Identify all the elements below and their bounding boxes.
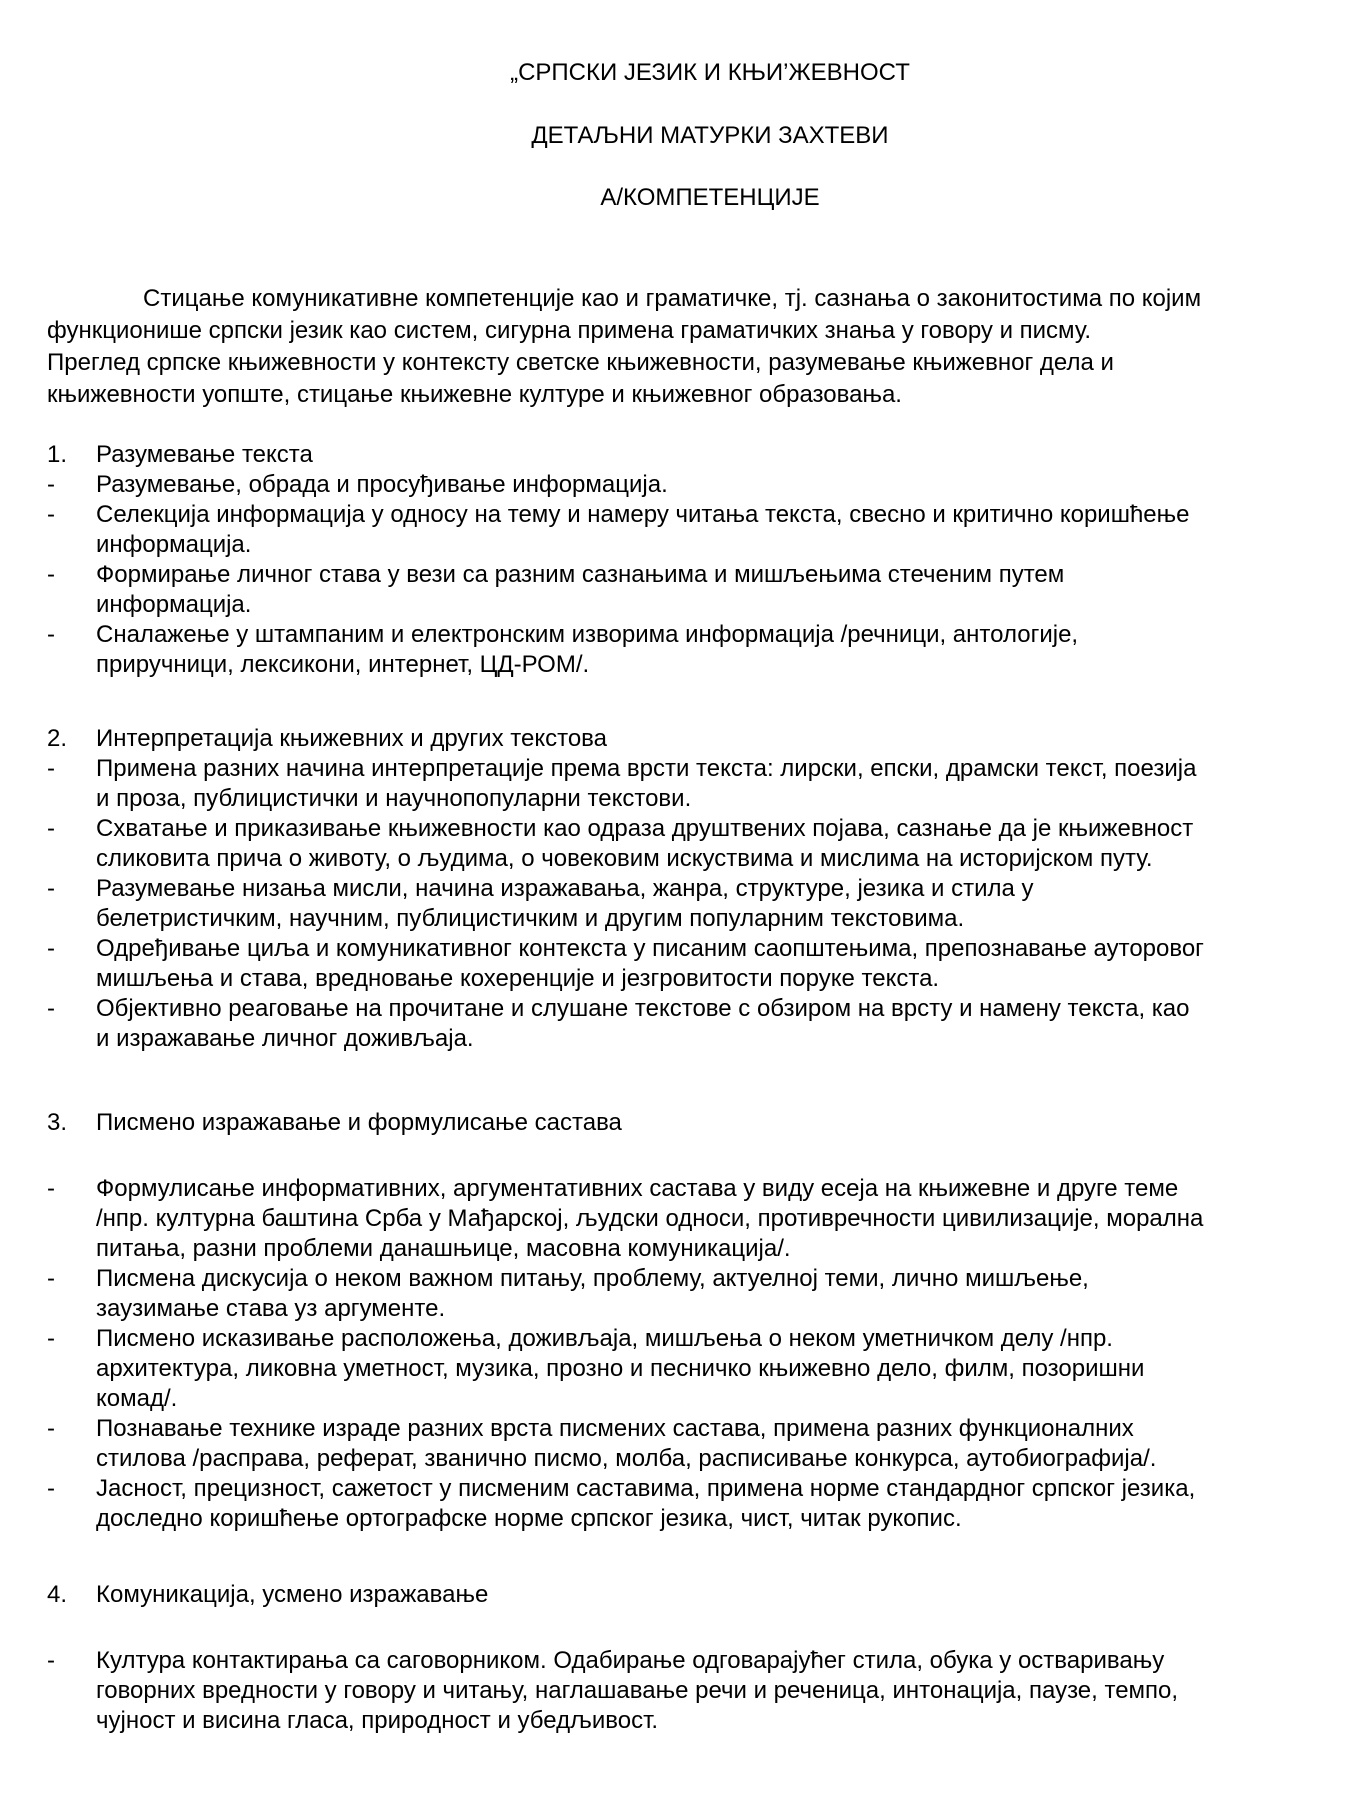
section-2-title (47, 724, 607, 754)
bullet-dash: - (47, 1265, 55, 1292)
list-item (47, 500, 1190, 560)
list-item (47, 814, 1193, 874)
section-number: 2. (47, 725, 68, 752)
bullet-dash: - (47, 561, 55, 588)
document-title: „СРПСКИ ЈЕЗИК И КЊИ’ЖЕВНОСТ (510, 59, 910, 86)
list-item-line: Култура контактирања са саговорником. Одабирање одговарајућег стила, обука у остваривању (96, 1647, 1165, 1674)
list-item-line: информација. (96, 531, 252, 558)
bullet-dash: - (47, 995, 55, 1022)
bullet-dash: - (47, 935, 55, 962)
list-item-line: и изражавање личног доживљаја. (96, 1025, 474, 1052)
section-number: 4. (47, 1581, 68, 1608)
intro-line: функционише српски језик као систем, сигурна примена граматичких знања у говору и писму. (47, 317, 1092, 344)
section-4-title (47, 1580, 488, 1610)
intro-line: Преглед српске књижевности у контексту светске књижевности, разумевање књижевног дела и (47, 349, 1114, 376)
list-item-line: Формулисање информативних, аргументативних састава у виду есеја на књижевне и друге теме (96, 1175, 1179, 1202)
list-item (47, 470, 668, 500)
list-item (47, 1174, 1203, 1264)
list-item (47, 754, 1196, 814)
bullet-dash: - (47, 501, 55, 528)
section-title-text: Писмено изражавање и формулисање састава (96, 1109, 622, 1136)
section-title-text: Интерпретација књижевних и других текстова (96, 725, 607, 752)
bullet-dash: - (47, 471, 55, 498)
list-item-line: Схватање и приказивање књижевности као одраза друштвених појава, сазнање да је књижевност (96, 815, 1194, 842)
bullet-dash: - (47, 1475, 55, 1502)
list-item-line: доследно коришћење ортографске норме српског језика, чист, читак рукопис. (96, 1505, 962, 1532)
intro-line: књижевности уопште, стицање књижевне културе и књижевног образовања. (47, 381, 902, 408)
list-item (47, 1264, 1089, 1324)
list-item-line: Одређивање циља и комуникативног контекста у писаним саопштењима, препознавање ауторовог (96, 935, 1204, 962)
document-subtitle: ДЕТАЉНИ МАТУРКИ ЗАХТЕВИ (531, 122, 889, 149)
list-item-line: чујност и висина гласа, природност и убедљивост. (96, 1707, 659, 1734)
list-item-line: приручници, лексикони, интернет, ЦД-РОМ/. (96, 651, 590, 678)
list-item-line: Примена разних начина интерпретације према врсти текста: лирски, епски, драмски текст, поезија (96, 755, 1197, 782)
list-item (47, 994, 1190, 1054)
list-item-line: Разумевање низања мисли, начина изражавања, жанра, структуре, језика и стила у (96, 875, 1034, 902)
list-item (47, 1474, 1195, 1534)
list-item-line: стилова /расправа, реферат, званично писмо, молба, расписивање конкурса, аутобиографија/. (96, 1445, 1157, 1472)
list-item-line: мишљења и става, вредновање кохеренције и језгровитости поруке текста. (96, 965, 940, 992)
section-heading: А/КОМПЕТЕНЦИЈЕ (600, 184, 820, 211)
list-item-line: питања, разни проблеми данашњице, масовна комуникација/. (96, 1235, 791, 1262)
list-item-line: сликовита прича о животу, о људима, о човековим искуствима и мислима на историјском путу. (96, 845, 1153, 872)
list-item-line: /нпр. културна баштина Срба у Мађарској, људски односи, противречности цивилизације, морална (96, 1205, 1204, 1232)
list-item (47, 1646, 1178, 1736)
intro-paragraph (47, 283, 1363, 411)
list-item-line: Сналажење у штампаним и електронским изворима информација /речници, антологије, (96, 621, 1079, 648)
bullet-dash: - (47, 1415, 55, 1442)
bullet-dash: - (47, 1175, 55, 1202)
intro-line: Стицање комуникативне компетенције као и граматичке, тј. сазнања о законитостима по којим (143, 285, 1202, 312)
section-3-title (47, 1108, 622, 1138)
list-item-line: и проза, публицистички и научнопопуларни текстови. (96, 785, 692, 812)
bullet-dash: - (47, 1325, 55, 1352)
list-item-line: Писмено исказивање расположења, доживљаја, мишљења о неком уметничком делу /нпр. (96, 1325, 1113, 1352)
bullet-dash: - (47, 815, 55, 842)
bullet-dash: - (47, 621, 55, 648)
list-item-line: Објективно реаговање на прочитане и слушане текстове с обзиром на врсту и намену текста, као (96, 995, 1190, 1022)
list-item-line: Познавање технике израде разних врста писмених састава, примена разних функционалних (96, 1415, 1134, 1442)
list-item-line: Разумевање, обрада и просуђивање информација. (96, 471, 668, 498)
bullet-dash: - (47, 1647, 55, 1674)
section-number: 3. (47, 1109, 68, 1136)
section-title-text: Комуникација, усмено изражавање (96, 1581, 489, 1608)
list-item (47, 934, 1204, 994)
bullet-dash: - (47, 755, 55, 782)
list-item-line: архитектура, ликовна уметност, музика, прозно и песничко књижевно дело, филм, позоришни (96, 1355, 1145, 1382)
list-item (47, 560, 1064, 620)
section-1-title (47, 440, 313, 470)
list-item (47, 620, 1078, 680)
list-item-line: заузимање става уз аргументе. (96, 1295, 446, 1322)
list-item-line: Јасност, прецизност, сажетост у писменим саставима, примена норме стандардног српског језика, (96, 1475, 1196, 1502)
bullet-dash: - (47, 875, 55, 902)
list-item-line: информација. (96, 591, 252, 618)
list-item-line: Формирање личног става у вези са разним сазнањима и мишљењима стеченим путем (96, 561, 1065, 588)
section-number: 1. (47, 441, 68, 468)
list-item-line: комад/. (96, 1385, 178, 1412)
list-item (47, 1324, 1144, 1414)
list-item-line: Писмена дискусија о неком важном питању, проблему, актуелној теми, лично мишљење, (96, 1265, 1089, 1292)
list-item-line: говорних вредности у говору и читању, наглашавање речи и реченица, интонација, паузе, темпо, (96, 1677, 1179, 1704)
list-item (47, 874, 1034, 934)
list-item-line: Селекција информација у односу на тему и намеру читања текста, свесно и критично коришћење (96, 501, 1190, 528)
list-item-line: белетристичким, научним, публицистичким и другим популарним текстовима. (96, 905, 965, 932)
section-title-text: Разумевање текста (96, 441, 313, 468)
list-item (47, 1414, 1156, 1474)
